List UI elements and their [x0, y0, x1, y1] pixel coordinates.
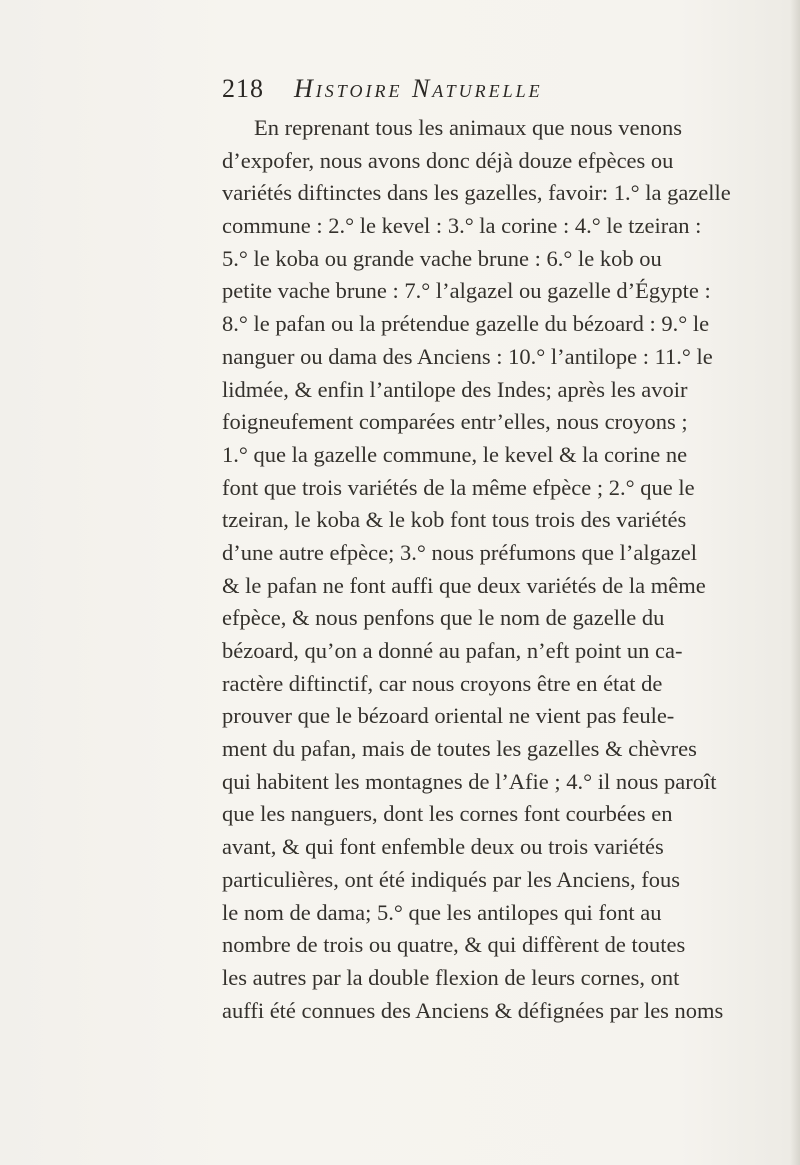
text-line: variétés diftinctes dans les gazelles, favoir: 1.° la gazelle [222, 180, 731, 206]
text-line: le nom de dama; 5.° que les antilopes qui font au [222, 899, 662, 925]
text-line: ractère diftinctif, car nous croyons être en état de [222, 670, 663, 696]
text-line: nombre de trois ou quatre, & qui diffèrent de toutes [222, 932, 686, 958]
text-line: prouver que le bézoard oriental ne vient pas feule- [222, 703, 675, 729]
text-line: ment du pafan, mais de toutes les gazelles & chèvres [222, 736, 697, 762]
text-line: commune : 2.° le kevel : 3.° la corine : 4.° le tzeiran : [222, 213, 702, 239]
text-line: tzeiran, le koba & le kob font tous trois des variétés [222, 507, 687, 533]
text-line: auffi été connues des Anciens & défignées par les noms [222, 997, 724, 1023]
text-line: font que trois variétés de la même efpèce ; 2.° que le [222, 474, 695, 500]
text-line: qui habitent les montagnes de l’Afie ; 4.° il nous paroît [222, 768, 717, 794]
running-title: Histoire Naturelle [294, 74, 543, 103]
text-line: particulières, ont été indiqués par les Anciens, fous [222, 866, 680, 892]
text-line: 8.° le pafan ou la prétendue gazelle du bézoard : 9.° le [222, 311, 710, 337]
page-edge-shadow [790, 0, 800, 1165]
text-line: foigneufement comparées entr’elles, nous croyons ; [222, 409, 688, 435]
text-line: que les nanguers, dont les cornes font courbées en [222, 801, 673, 827]
page-number: 218 [222, 74, 264, 103]
text-line: En reprenant tous les animaux que nous venons [254, 115, 683, 140]
text-line: bézoard, qu’on a donné au pafan, n’eft point un ca- [222, 638, 683, 663]
text-line: lidmée, & enfin l’antilope des Indes; après les avoir [222, 376, 688, 402]
body-paragraph [222, 112, 731, 1027]
text-line: & le pafan ne font auffi que deux variétés de la même [222, 572, 706, 598]
text-line: avant, & qui font enfemble deux ou trois variétés [222, 834, 664, 860]
text-line: nanguer ou dama des Anciens : 10.° l’antilope : 11.° le [222, 343, 713, 369]
text-line: efpèce, & nous penfons que le nom de gazelle du [222, 605, 665, 631]
text-line: d’une autre efpèce; 3.° nous préfumons que l’algazel [222, 539, 698, 565]
text-line: 5.° le koba ou grande vache brune : 6.° le kob ou [222, 245, 662, 271]
text-line: petite vache brune : 7.° l’algazel ou gazelle d’Égypte : [222, 278, 711, 304]
text-line: 1.° que la gazelle commune, le kevel & la corine ne [222, 441, 688, 467]
page-header [222, 74, 642, 114]
text-line: les autres par la double flexion de leurs cornes, ont [222, 964, 680, 990]
text-line: d’expofer, nous avons donc déjà douze efpèces ou [222, 147, 674, 173]
